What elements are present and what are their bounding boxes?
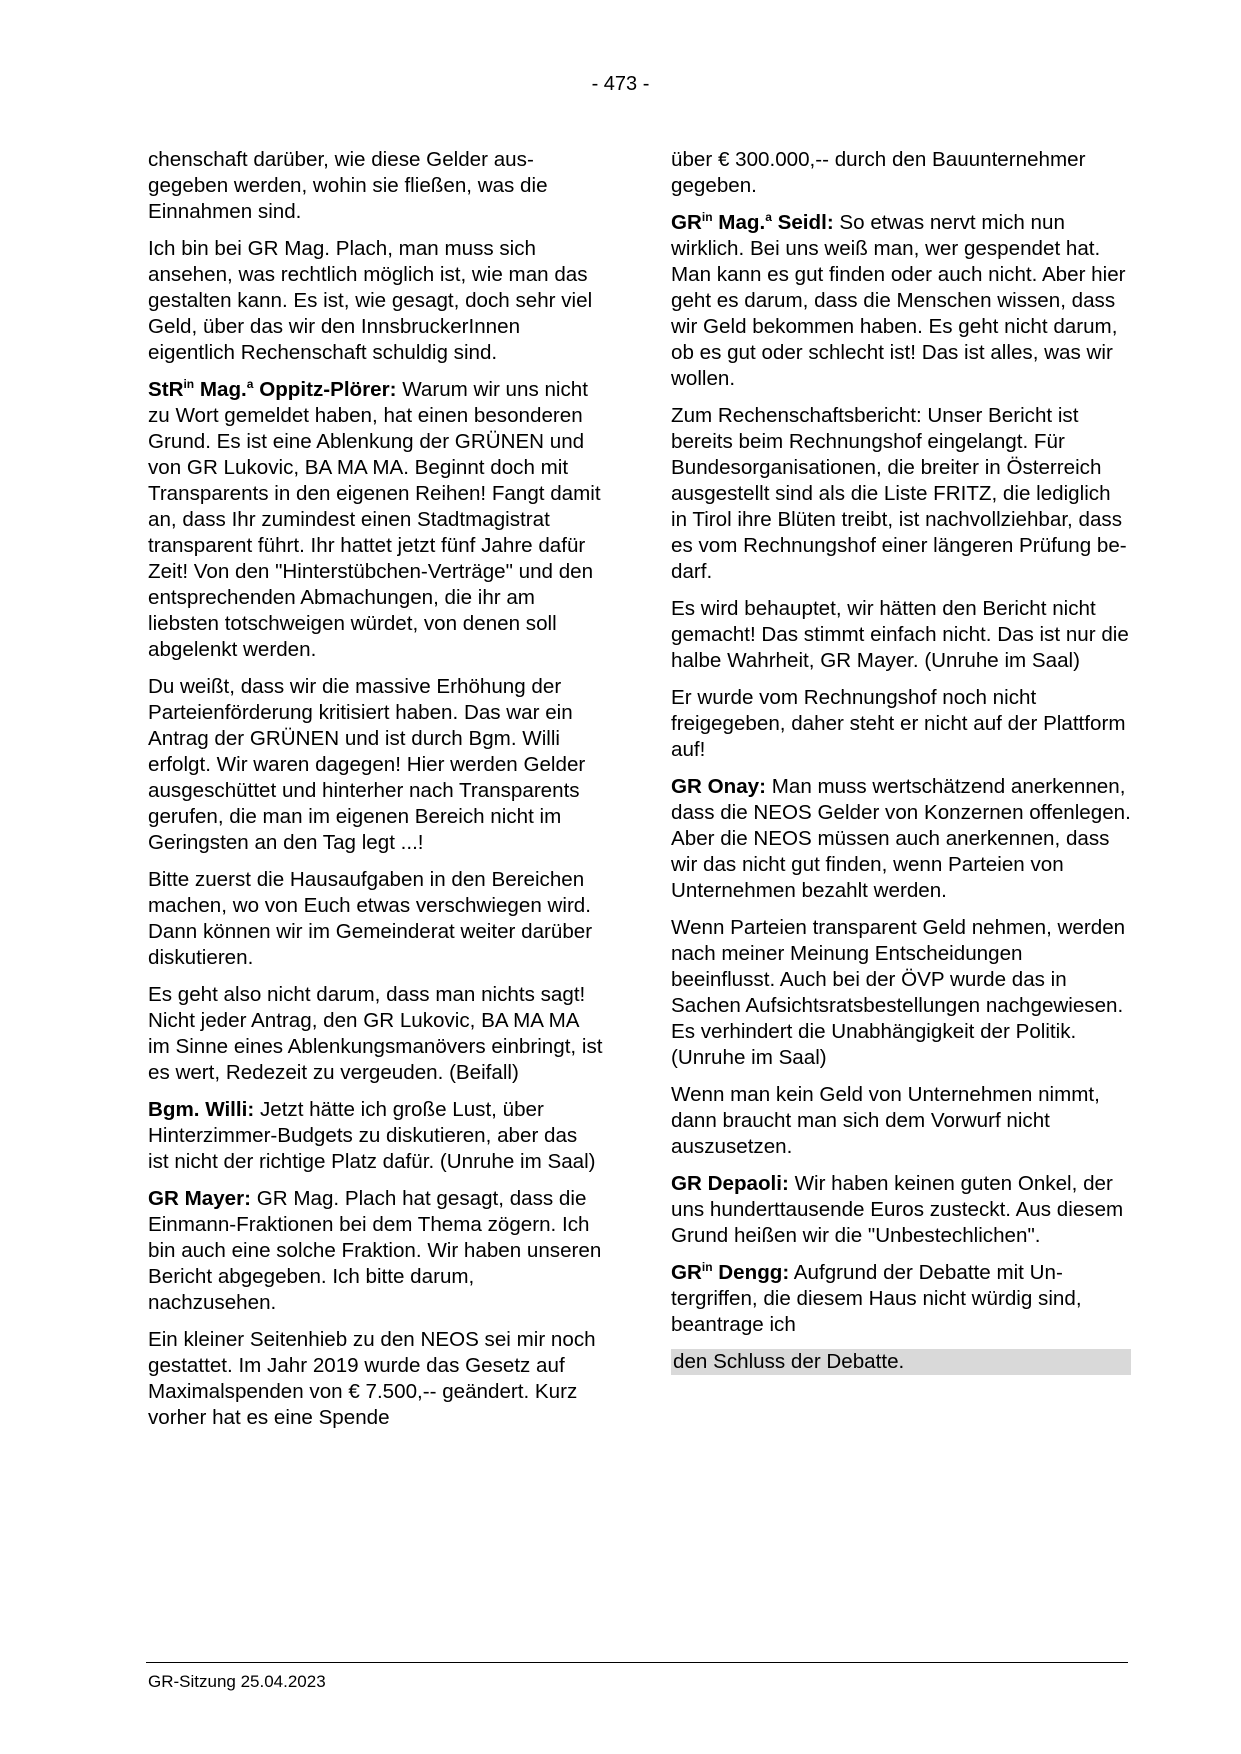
paragraph: Wenn Parteien transparent Geld nehmen, werden nach meiner Meinung Entscheidungen beeinflusst. Auch bei der ÖVP wurde das in Sachen Aufsichtsratsbestellungen nachgewiesen. Es verhindert die Unabhängigkeit der Politik. (Unruhe im Saal) bbox=[671, 916, 1126, 1069]
speaker-name: GR Depaoli: bbox=[671, 1172, 789, 1195]
speech-paragraph bbox=[671, 1260, 1131, 1338]
speaker-name: Bgm. Willi: bbox=[148, 1098, 255, 1121]
speech-text: Wir haben keinen guten Onkel, der uns hunderttausende Euros zusteckt. Aus diesem Grund heißen wir die "Unbestechlichen". bbox=[671, 1172, 1124, 1247]
speech-text: Aufgrund der Debatte mit Untergriffen, die diesem Haus nicht würdig sind, beantrage ich bbox=[671, 1261, 1082, 1336]
paragraph: über € 300.000,-- durch den Bauunternehmer gegeben. bbox=[671, 148, 1086, 197]
speech-text: Man muss wertschätzend anerkennen, dass die NEOS Gelder von Konzernen offenlegen. Aber die NEOS müssen auch anerkennen, dass wir das nicht gut finden, wenn Parteien von Unternehmen bezahlt werden. bbox=[671, 775, 1131, 902]
speech-paragraph bbox=[148, 377, 603, 663]
motion-highlight: den Schluss der Debatte. bbox=[671, 1349, 1131, 1375]
speech-text: GR Mag. Plach hat gesagt, dass die Einmann-Fraktionen bei dem Thema zögern. Ich bin auch eine solche Fraktion. Wir haben unseren Bericht abgegeben. Ich bitte darum, nachzusehen. bbox=[148, 1187, 602, 1314]
speech-paragraph bbox=[148, 1097, 603, 1175]
paragraph: Ich bin bei GR Mag. Plach, man muss sich ansehen, was rechtlich möglich ist, wie man das gestalten kann. Es ist, wie gesagt, doch sehr viel Geld, über das wir den InnsbruckerInnen eigentlich Rechenschaft schuldig sind. bbox=[148, 237, 593, 364]
right-column bbox=[671, 147, 1131, 1386]
paragraph: Er wurde vom Rechnungshof noch nicht freigegeben, daher steht er nicht auf der Plattform auf! bbox=[671, 686, 1126, 761]
footer-session-date: GR-Sitzung 25.04.2023 bbox=[148, 1672, 326, 1691]
speaker-name: StR$^{in}$ Mag.$^a$ Oppitz-Plörer: bbox=[148, 377, 397, 401]
paragraph: Wenn man kein Geld von Unternehmen nimmt, dann braucht man sich dem Vorwurf nicht auszusetzen. bbox=[671, 1083, 1100, 1158]
speech-paragraph bbox=[148, 1186, 603, 1316]
paragraph: Ein kleiner Seitenhieb zu den NEOS sei mir noch gestattet. Im Jahr 2019 wurde das Gesetz auf Maximalspenden von € 7.500,-- geändert. Kurz vorher hat es eine Spende bbox=[148, 1328, 596, 1429]
paragraph: Es wird behauptet, wir hätten den Bericht nicht gemacht! Das stimmt einfach nicht. Das ist nur die halbe Wahrheit, GR Mayer. (Unruhe im Saal) bbox=[671, 597, 1129, 672]
speech-text: So etwas nervt mich nun wirklich. Bei uns weiß man, wer gespendet hat. Man kann es gut finden oder auch nicht. Aber hier geht es darum, dass die Menschen wissen, dass wir Geld bekommen haben. Es geht nicht darum, ob es gut oder schlecht ist! Das ist alles, was wir wollen. bbox=[671, 211, 1126, 390]
footer-divider bbox=[146, 1662, 1128, 1663]
paragraph: chenschaft darüber, wie diese Gelder ausgegeben werden, wohin sie fließen, was die Einnahmen sind. bbox=[148, 148, 548, 223]
speech-paragraph bbox=[671, 774, 1131, 904]
left-column bbox=[148, 147, 603, 1442]
speech-paragraph bbox=[671, 210, 1131, 392]
speaker-name: GR Mayer: bbox=[148, 1187, 251, 1210]
paragraph: Bitte zuerst die Hausaufgaben in den Bereichen machen, wo von Euch etwas verschwiegen wird. Dann können wir im Gemeinderat weiter darüber diskutieren. bbox=[148, 868, 593, 969]
paragraph: Es geht also nicht darum, dass man nichts sagt! Nicht jeder Antrag, den GR Lukovic, BA MA MA im Sinne eines Ablenkungsmanövers einbringt, ist es wert, Redezeit zu vergeuden. (Beifall) bbox=[148, 983, 603, 1084]
page-number: - 473 - bbox=[591, 73, 650, 95]
paragraph: Du weißt, dass wir die massive Erhöhung der Parteienförderung kritisiert haben. Das war ein Antrag der GRÜNEN und ist durch Bgm. Willi erfolgt. Wir waren dagegen! Hier werden Gelder ausgeschüttet und hinterher nach Transparents gerufen, die man im eigenen Bereich nicht im Geringsten an den Tag legt ...! bbox=[148, 675, 586, 854]
speaker-name: $GR^{in}$ Mag.$^a$ Seidl: bbox=[671, 210, 834, 234]
speech-paragraph bbox=[671, 1171, 1131, 1249]
paragraph: Zum Rechenschaftsbericht: Unser Bericht ist bereits beim Rechnungshof eingelangt. Für Bundesorganisationen, die breiter in Österreich ausgestellt sind als die Liste FRITZ, die lediglich in Tirol ihre Blüten treibt, ist nachvollziehbar, dass es vom Rechnungshof einer längeren Prüfung bedarf. bbox=[671, 404, 1127, 583]
speech-text: Warum wir uns nicht zu Wort gemeldet haben, hat einen besonderen Grund. Es ist eine Ablenkung der GRÜNEN und von GR Lukovic, BA MA MA. Beginnt doch mit Transparents in den eigenen Reihen! Fangt damit an, dass Ihr zumindest einen Stadtmagistrat transparent führt. Ihr hattet jetzt fünf Jahre dafür Zeit! Von den "Hinterstübchen-Verträge" und den entsprechenden Abmachungen, die ihr am liebsten totschweigen würdet, von denen soll abgelenkt werden. bbox=[148, 378, 601, 661]
speaker-name: GR Onay: bbox=[671, 775, 766, 798]
speaker-name: $GR^{in}$ Dengg: bbox=[671, 1260, 790, 1284]
speech-text: Jetzt hätte ich große Lust, über Hinterzimmer-Budgets zu diskutieren, aber das ist nicht der richtige Platz dafür. (Unruhe im Saal) bbox=[148, 1098, 596, 1173]
